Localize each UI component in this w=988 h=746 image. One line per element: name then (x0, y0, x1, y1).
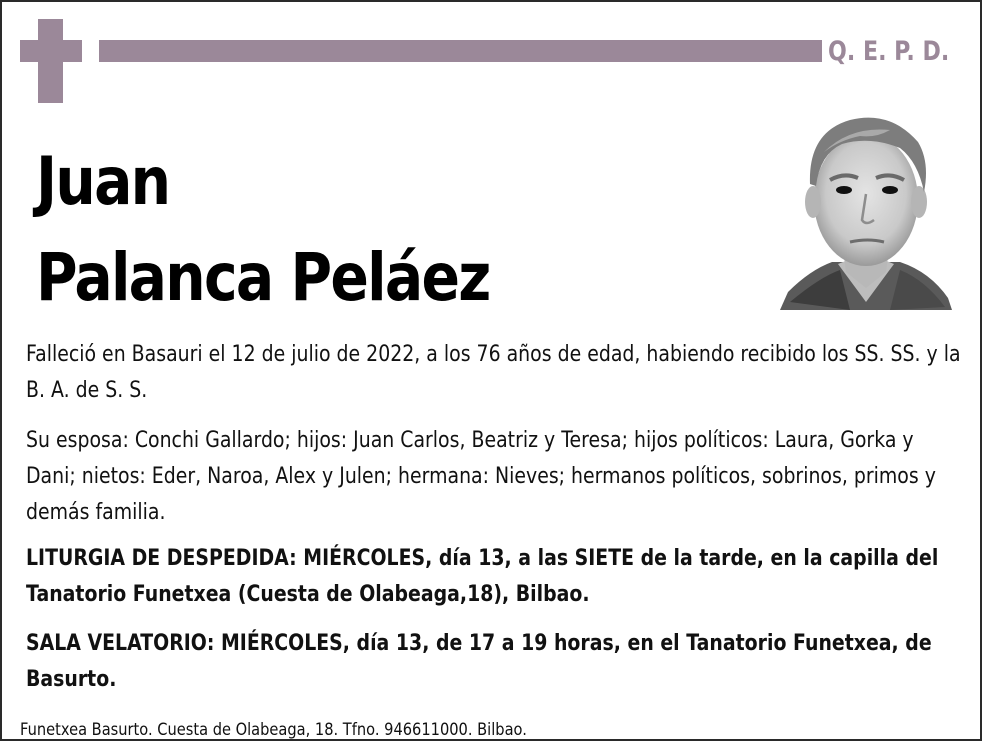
liturgy-text: LITURGIA DE DESPEDIDA: MIÉRCOLES, día 13, a las SIETE de la tarde, en la capilla del Tanatorio Funetxea (Cuesta de Olabeaga,18), Bilbao. (26, 545, 939, 607)
wake-text: SALA VELATORIO: MIÉRCOLES, día 13, de 17 a 19 horas, en el Tanatorio Funetxea, de Basurto. (26, 630, 932, 692)
header-rule (99, 40, 822, 62)
cross-icon-vertical (38, 19, 63, 103)
death-notice-paragraph (26, 336, 966, 408)
family-text: Su esposa: Conchi Gallardo; hijos: Juan Carlos, Beatriz y Teresa; hijos políticos: Laura, Gorka y Dani; nietos: Eder, Naroa, Alex y Julen; hermana: Nieves; hermanos políticos, sobrinos, primos y demás familia. (26, 427, 936, 525)
deceased-photo (780, 102, 952, 310)
qepd-label: Q. E. P. D. (828, 36, 950, 67)
wake-paragraph (26, 625, 966, 697)
deceased-surnames: Palanca Peláez (36, 239, 490, 316)
liturgy-paragraph (26, 540, 966, 612)
family-paragraph (26, 422, 966, 530)
deceased-first-name: Juan (36, 143, 170, 220)
portrait-image (780, 102, 952, 310)
death-notice-text: Falleció en Basauri el 12 de julio de 2022, a los 76 años de edad, habiendo recibido los SS. SS. y la B. A. de S. S. (26, 341, 961, 403)
deceased-name (36, 134, 490, 326)
funeral-home-footer: Funetxea Basurto. Cuesta de Olabeaga, 18. Tfno. 946611000. Bilbao. (20, 720, 527, 740)
